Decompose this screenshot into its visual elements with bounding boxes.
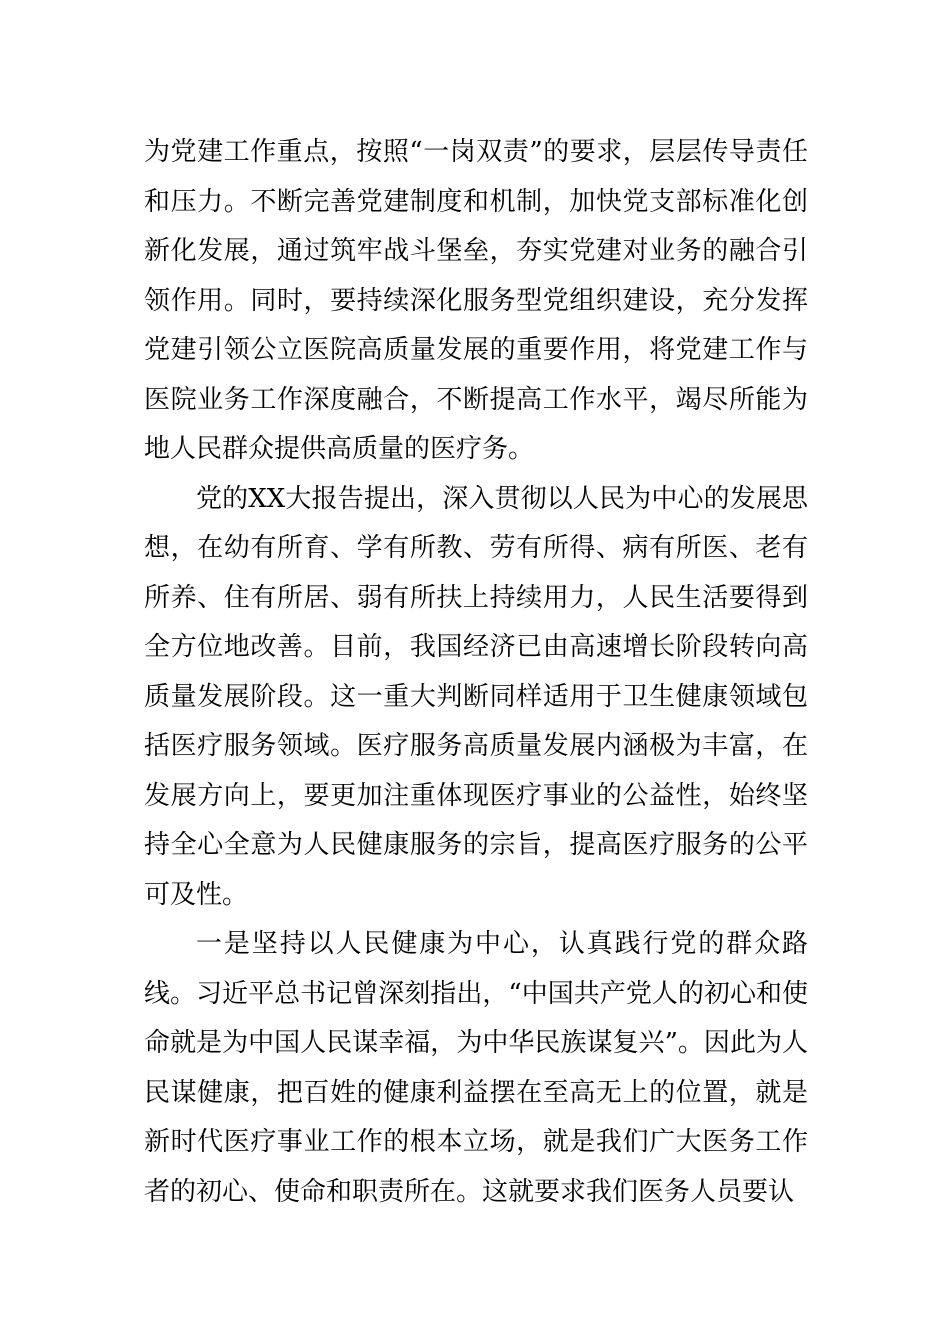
paragraph-3: 一是坚持以人民健康为中心，认真践行党的群众路线。习近平总书记曾深刻指出，“中国共产党人的初心和使命就是为中国人民谋幸福，为中华民族谋复兴”。因此为人民谋健康，把百姓的健康利益摆在至高无上的位置，就是新时代医疗事业工作的根本立场，就是我们广大医务工作者的初心、使命和职责所在。这就要求我们医务人员要认 — [144, 929, 808, 1207]
document-page — [144, 128, 808, 1217]
paragraph-2: 党的XX大报告提出，深入贯彻以人民为中心的发展思想，在幼有所育、学有所教、劳有所得、病有所医、老有所养、住有所居、弱有所扶上持续用力，人民生活要得到全方位地改善。目前，我国经济已由高速增长阶段转向高质量发展阶段。这一重大判断同样适用于卫生健康领域包括医疗服务领域。医疗服务高质量发展内涵极为丰富，在发展方向上，要更加注重体现医疗事业的公益性，始终坚持全心全意为人民健康服务的宗旨，提高医疗服务的公平可及性。 — [144, 483, 808, 910]
paragraph-1: 为党建工作重点，按照“一岗双责”的要求，层层传导责任和压力。不断完善党建制度和机制，加快党支部标准化创新化发展，通过筑牢战斗堡垒，夯实党建对业务的融合引领作用。同时，要持续深化服务型党组织建设，充分发挥党建引领公立医院高质量发展的重要作用，将党建工作与医院业务工作深度融合，不断提高工作水平，竭尽所能为地人民群众提供高质量的医疗务。 — [144, 137, 808, 464]
